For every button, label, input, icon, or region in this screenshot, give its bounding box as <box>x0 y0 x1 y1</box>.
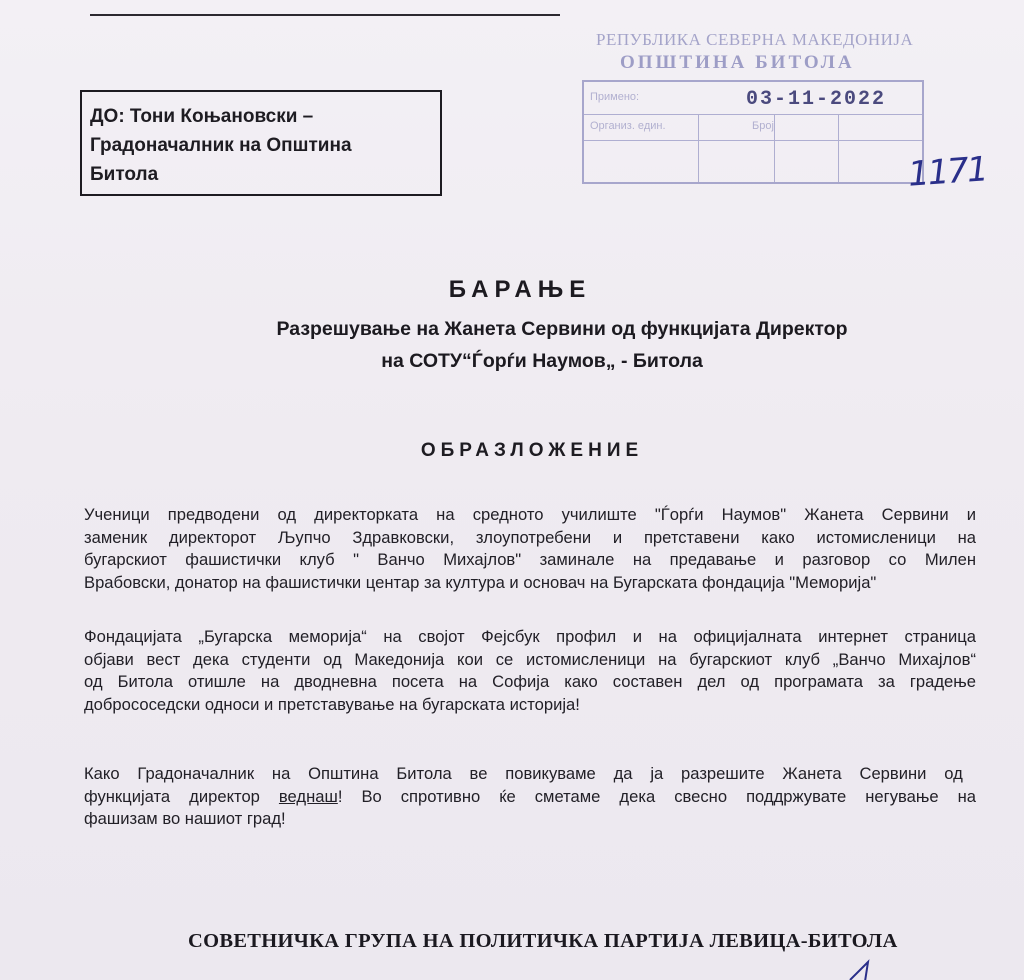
top-rule <box>90 0 560 16</box>
stamp-column-divider <box>774 114 775 182</box>
emphasis-text: веднаш <box>278 786 338 806</box>
handwritten-registry-number: 1171 <box>906 149 988 195</box>
registry-stamp <box>570 26 930 196</box>
stamp-row-org-unit <box>584 114 922 141</box>
addressee-line-1: ДО: Тони Коњановски – <box>90 106 314 127</box>
stamp-municipality-text: ОПШТИНА БИТОЛА <box>620 52 855 73</box>
signature-organization: СОВЕТНИЧКА ГРУПА НА ПОЛИТИЧКА ПАРТИЈА ЛЕВИЦА-БИТОЛА <box>188 930 898 952</box>
paragraph-line: Фондацијата „Бугарска меморија“ на својот Фејсбук профил и на официјалната интернет страница <box>84 627 976 646</box>
stamp-republic-text: РЕПУБЛИКА СЕВЕРНА МАКЕДОНИЈА <box>596 30 914 49</box>
paragraph-line: Ученици предводени од директорката на средното училиште "Ѓорѓи Наумов" Жанета Сервини и <box>84 505 976 524</box>
stamp-number-label: Број <box>752 120 774 132</box>
paragraph-line: бугарскиот фашистички клуб " Ванчо Михајлов" заминале на предавање и разговор со Милен <box>84 550 976 570</box>
document-subtitle-line-1: Разрешување на Жанета Сервини од функцијата Директор <box>276 318 848 340</box>
document-subtitle-line-2: на СОТУ“Ѓорѓи Наумов„ - Битола <box>381 350 703 372</box>
paragraph-line: Како Градоначалник на Општина Битола ве повикуваме да ја разрешите Жанета Сервини од <box>84 764 963 783</box>
paragraph-line: од Битола отишле на дводневна посета на Софија како составен дел од програмата за градење <box>84 672 976 692</box>
stamp-org-unit-label: Организ. един. <box>590 120 666 132</box>
paragraph-2 <box>84 626 976 716</box>
paragraph-line: заменик директорот Љупчо Здравковски, злоупотребени и претставени како истомисленици на <box>84 527 976 547</box>
paragraph-line: објави вест дека студенти од Македонија кои се истомисленици на бугарскиот клуб „Ванчо Михајлов“ <box>84 649 976 669</box>
addressee-box <box>80 90 442 196</box>
paragraph-line <box>84 786 976 809</box>
stamp-received-label: Примено: <box>590 91 640 103</box>
paragraph-1 <box>84 504 976 594</box>
paragraph-text: функцијата директор <box>84 786 279 806</box>
stamp-column-divider <box>838 114 839 182</box>
stamp-date: 03-11-2022 <box>746 88 887 111</box>
paragraph-line: добрососедски односи и претставување на бугарската историја! <box>84 694 580 714</box>
paragraph-3 <box>84 763 976 831</box>
addressee-line-3: Битола <box>90 164 159 185</box>
paragraph-line: Врабовски, донатор на фашистички центар за култура и основач на Бугарската фондација "Меморија" <box>84 572 877 592</box>
addressee-line-2: Градоначалник на Општина <box>90 135 352 156</box>
signature-mark-icon <box>846 958 876 980</box>
section-heading: ОБРАЗЛОЖЕНИЕ <box>420 440 644 461</box>
paragraph-line: фашизам во нашиот град! <box>84 809 286 829</box>
paragraph-text: ! Во спротивно ќе сметаме дека свесно поддржувате негување на <box>337 786 976 806</box>
document-title: БАРАЊЕ <box>448 276 592 303</box>
stamp-column-divider <box>698 114 699 182</box>
